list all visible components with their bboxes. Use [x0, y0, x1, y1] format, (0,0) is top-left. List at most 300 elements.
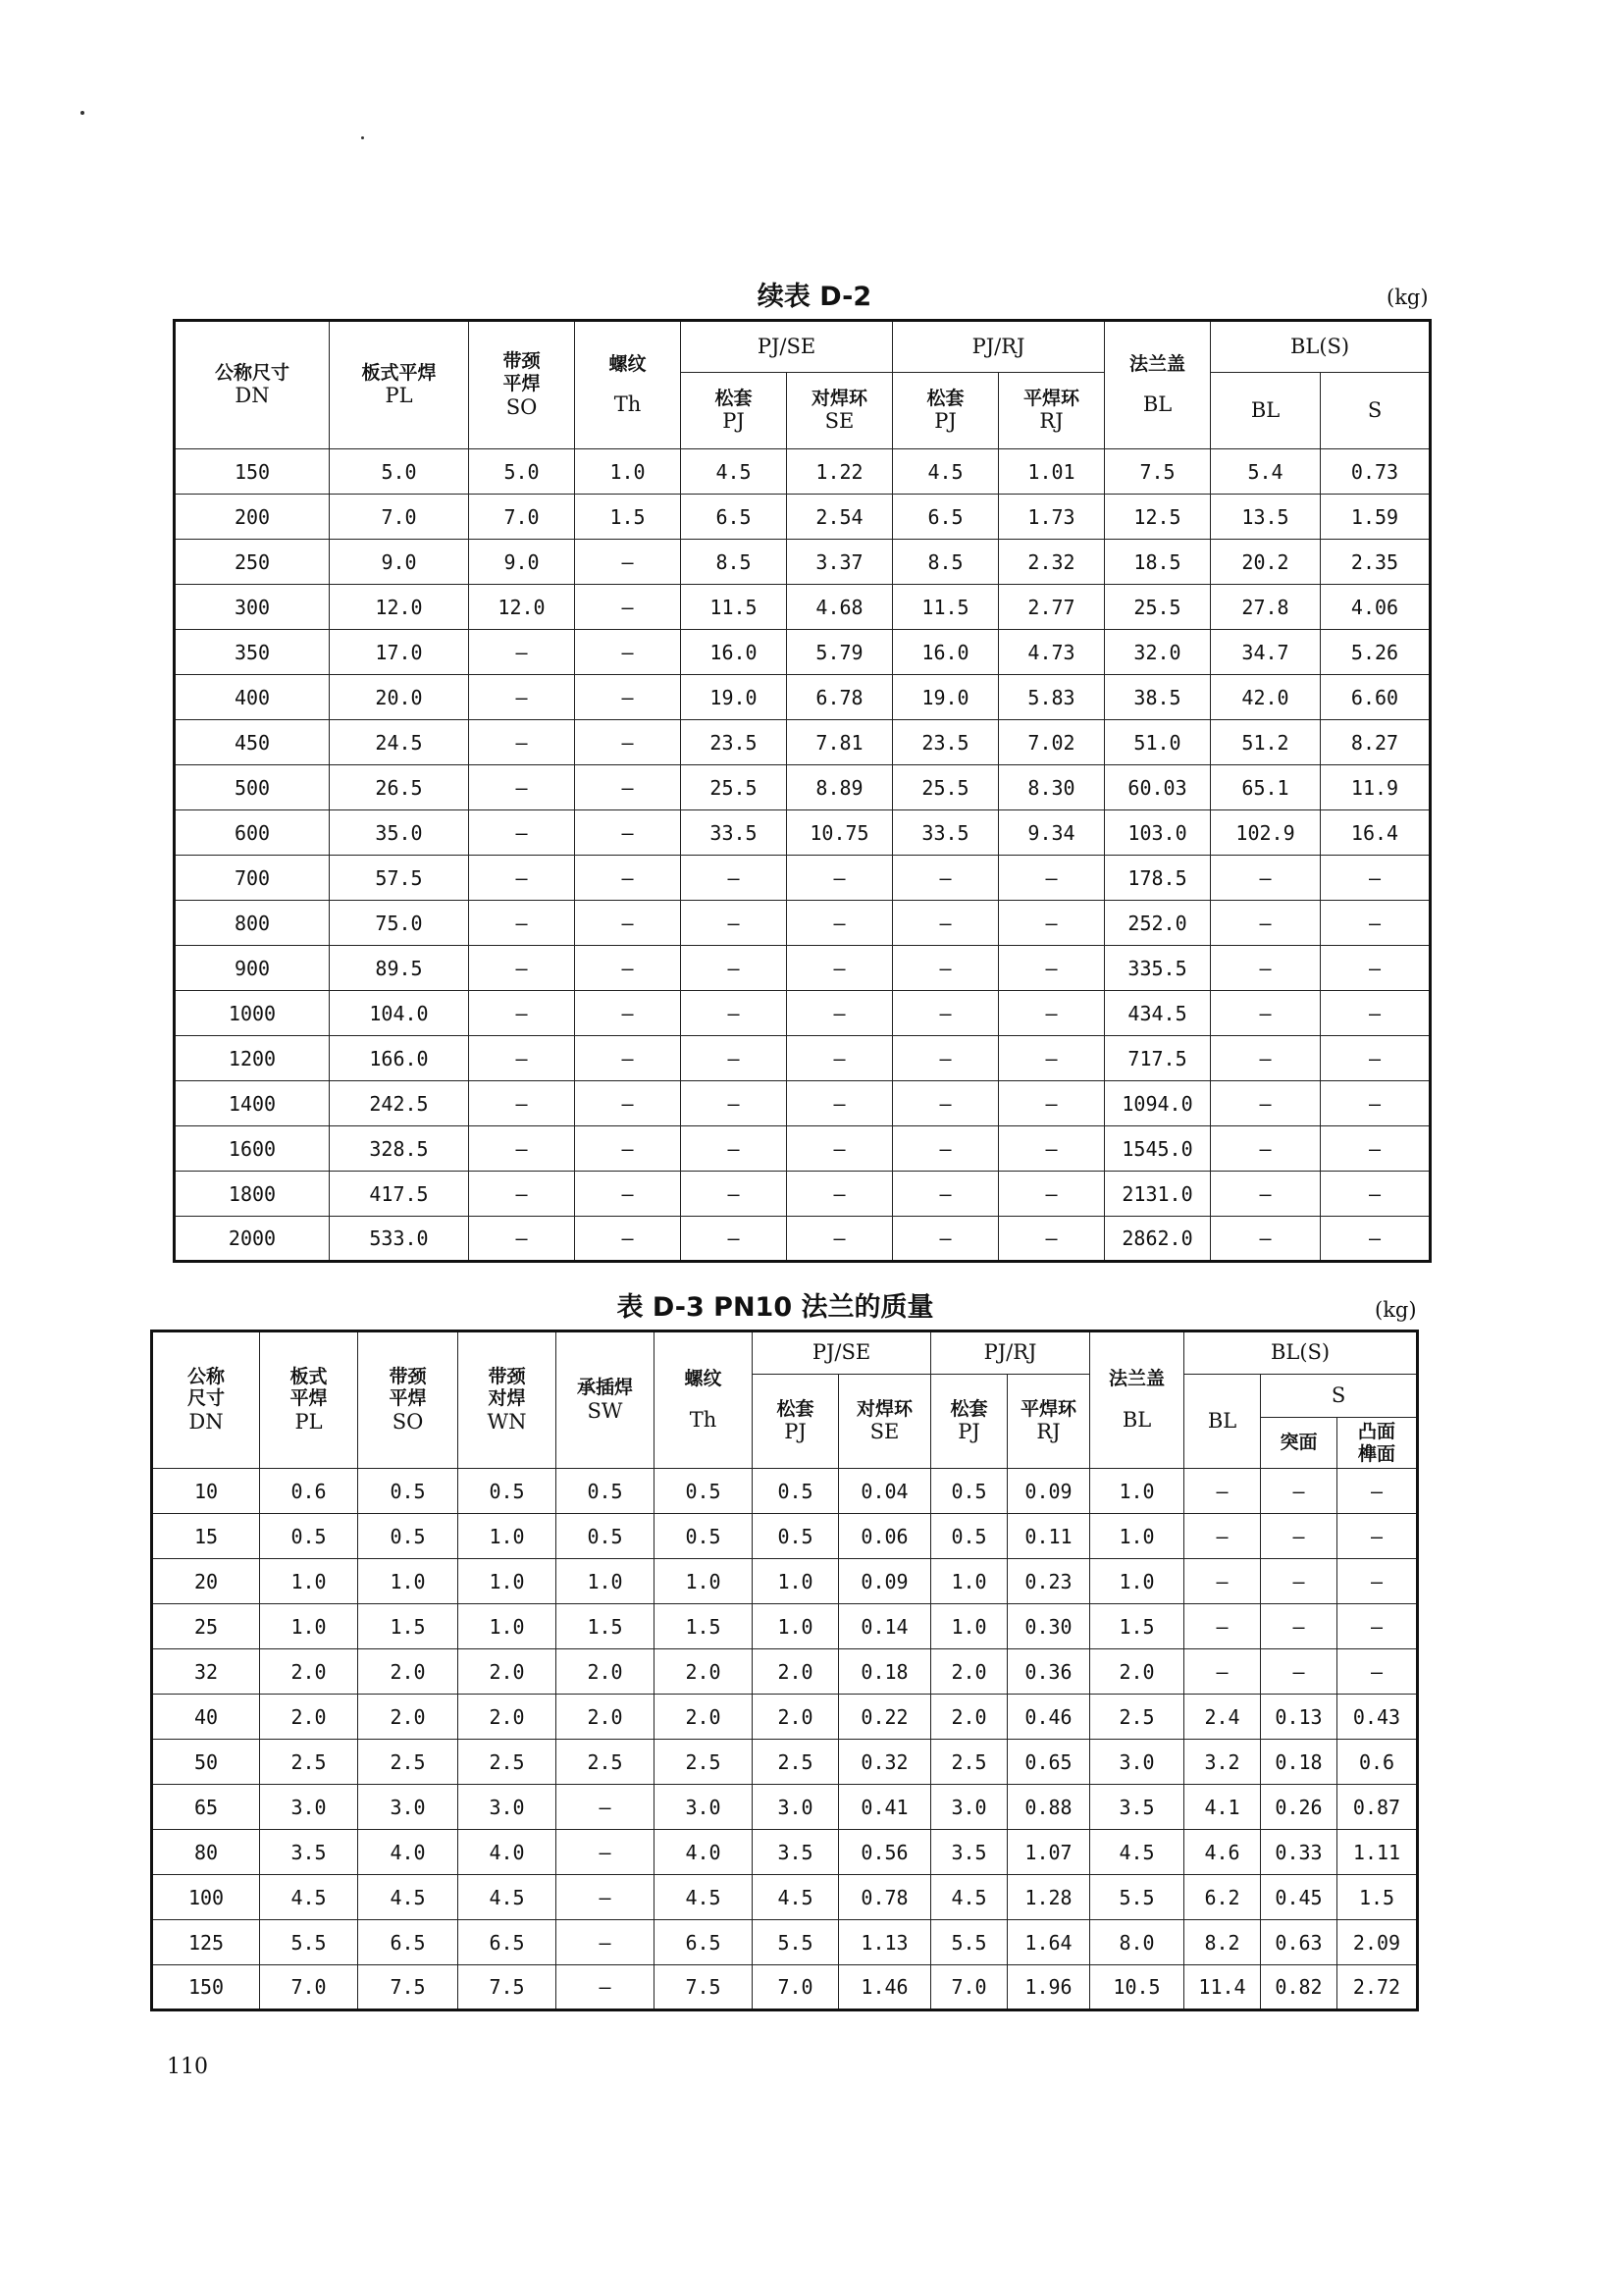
table-cell: 0.26 [1261, 1785, 1337, 1830]
table-cell: — [681, 1081, 787, 1126]
table-cell: 3.0 [931, 1785, 1008, 1830]
table-cell: 65 [152, 1785, 260, 1830]
table-cell: — [1184, 1604, 1261, 1649]
table-cell: — [1184, 1649, 1261, 1695]
table-cell: 2.4 [1184, 1695, 1261, 1740]
table-cell: 1094.0 [1105, 1081, 1211, 1126]
table-cell: 450 [175, 720, 330, 765]
table-cell: 1.0 [458, 1514, 556, 1559]
table-cell: 0.6 [1337, 1740, 1418, 1785]
table-cell: — [1337, 1649, 1418, 1695]
table-cell: — [787, 1126, 893, 1172]
table-cell: 5.5 [1090, 1875, 1184, 1920]
table-d3-unit: (kg) [1375, 1298, 1417, 1322]
table-cell: 2.0 [260, 1695, 358, 1740]
table-cell: — [469, 1217, 575, 1262]
table-cell: 4.1 [1184, 1785, 1261, 1830]
table-cell: — [999, 1126, 1105, 1172]
table-cell: 0.11 [1008, 1514, 1090, 1559]
header-pjrj: PJ/RJ [893, 321, 1105, 373]
table-row [152, 1785, 1418, 1830]
table-cell: 2.5 [458, 1740, 556, 1785]
table-cell: 1.0 [753, 1604, 839, 1649]
table-cell: 0.13 [1261, 1695, 1337, 1740]
table-cell: 60.03 [1105, 765, 1211, 810]
header-bl: BL [1211, 373, 1321, 449]
table-cell: 166.0 [330, 1036, 469, 1081]
table-cell: 717.5 [1105, 1036, 1211, 1081]
table-cell: 8.2 [1184, 1920, 1261, 1965]
table-cell: 1.5 [654, 1604, 753, 1649]
table-cell: 7.5 [1105, 449, 1211, 495]
table-cell: — [787, 856, 893, 901]
header-pjse: PJ/SE [681, 321, 893, 373]
table-d3-title: 表 D-3 PN10 法兰的质量 [616, 1292, 934, 1323]
table-cell: — [787, 1036, 893, 1081]
table-cell: 3.0 [753, 1785, 839, 1830]
table-cell: — [1211, 1217, 1321, 1262]
table-cell: 0.88 [1008, 1785, 1090, 1830]
table-cell: 4.0 [358, 1830, 458, 1875]
table-cell: — [575, 1081, 681, 1126]
table-cell: 3.5 [1090, 1785, 1184, 1830]
table-row [152, 1469, 1418, 1514]
table-cell: 1.0 [753, 1559, 839, 1604]
table-cell: 17.0 [330, 630, 469, 675]
table-cell: 2.5 [556, 1740, 654, 1785]
table-cell: 6.5 [358, 1920, 458, 1965]
table-row [175, 991, 1431, 1036]
table-cell: 6.5 [654, 1920, 753, 1965]
table-cell: 26.5 [330, 765, 469, 810]
table-cell: 7.0 [260, 1965, 358, 2010]
table-cell: 4.5 [753, 1875, 839, 1920]
table-cell: 2.5 [753, 1740, 839, 1785]
header-rj: 平焊环 RJ [1008, 1375, 1090, 1469]
table-cell: — [469, 946, 575, 991]
table-cell: 400 [175, 675, 330, 720]
table-cell: 4.68 [787, 585, 893, 630]
table-cell: 0.78 [839, 1875, 931, 1920]
table-cell: — [999, 1036, 1105, 1081]
table-cell: — [469, 810, 575, 856]
table-cell: 2.0 [654, 1649, 753, 1695]
header-rj: 平焊环 RJ [999, 373, 1105, 449]
table-cell: 5.79 [787, 630, 893, 675]
table-row [152, 1695, 1418, 1740]
table-cell: — [893, 1126, 999, 1172]
table-cell: 178.5 [1105, 856, 1211, 901]
header-so: 带颈 平焊 SO [358, 1331, 458, 1469]
header-sw: 承插焊 SW [556, 1331, 654, 1469]
table-cell: 2.72 [1337, 1965, 1418, 2010]
table-d2-unit: (kg) [1387, 286, 1429, 309]
header-bl-cover: 法兰盖 BL [1090, 1331, 1184, 1469]
header-pl: 板式 平焊 PL [260, 1331, 358, 1469]
table-cell: 2.0 [931, 1695, 1008, 1740]
table-cell: — [1211, 1126, 1321, 1172]
table-cell: 7.0 [753, 1965, 839, 2010]
header-s: S [1261, 1375, 1418, 1418]
table-cell: 1.11 [1337, 1830, 1418, 1875]
table-cell: 12.0 [469, 585, 575, 630]
table-cell: 1.0 [931, 1604, 1008, 1649]
table-d3-body [152, 1469, 1418, 2010]
table-cell: — [575, 901, 681, 946]
table-cell: 1.0 [458, 1559, 556, 1604]
table-cell: 252.0 [1105, 901, 1211, 946]
header-dn: 公称 尺寸 DN [152, 1331, 260, 1469]
table-cell: — [999, 1081, 1105, 1126]
table-cell: 24.5 [330, 720, 469, 765]
page-number: 110 [167, 2055, 208, 2079]
table-cell: 18.5 [1105, 540, 1211, 585]
table-cell: 100 [152, 1875, 260, 1920]
table-cell: 8.89 [787, 765, 893, 810]
table-cell: — [469, 1172, 575, 1217]
header-pjrj: PJ/RJ [931, 1331, 1090, 1375]
table-cell: — [999, 991, 1105, 1036]
table-row [175, 1036, 1431, 1081]
table-cell: 0.36 [1008, 1649, 1090, 1695]
table-cell: — [469, 675, 575, 720]
table-cell: 300 [175, 585, 330, 630]
table-cell: — [681, 1172, 787, 1217]
table-cell: 0.87 [1337, 1785, 1418, 1830]
table-cell: 1.5 [575, 495, 681, 540]
header-s-raised: 凸面 榫面 [1337, 1418, 1418, 1469]
table-cell: 2.0 [753, 1695, 839, 1740]
header-pj-loose-2: 松套 PJ [893, 373, 999, 449]
table-cell: 700 [175, 856, 330, 901]
table-cell: — [1261, 1559, 1337, 1604]
table-cell: 0.63 [1261, 1920, 1337, 1965]
table-cell: 250 [175, 540, 330, 585]
table-cell: 1.0 [1090, 1514, 1184, 1559]
table-cell: — [681, 946, 787, 991]
table-cell: 33.5 [893, 810, 999, 856]
table-row [152, 1965, 1418, 2010]
table-cell: — [1211, 1172, 1321, 1217]
table-cell: 11.5 [681, 585, 787, 630]
table-cell: 75.0 [330, 901, 469, 946]
table-cell: — [575, 991, 681, 1036]
table-cell: 417.5 [330, 1172, 469, 1217]
table-cell: 7.0 [469, 495, 575, 540]
table-cell: — [1321, 1126, 1431, 1172]
table-cell: 2.77 [999, 585, 1105, 630]
table-cell: 1200 [175, 1036, 330, 1081]
table-cell: 7.0 [330, 495, 469, 540]
table-cell: 0.04 [839, 1469, 931, 1514]
table-cell: — [1321, 1217, 1431, 1262]
header-s-flat: 突面 [1261, 1418, 1337, 1469]
table-cell: — [1321, 901, 1431, 946]
table-cell: — [469, 1081, 575, 1126]
table-cell: 19.0 [681, 675, 787, 720]
table-cell: 1000 [175, 991, 330, 1036]
scan-speck [361, 136, 364, 139]
table-cell: — [681, 1217, 787, 1262]
table-cell: 0.5 [753, 1514, 839, 1559]
table-cell: — [681, 1126, 787, 1172]
table-cell: 10.5 [1090, 1965, 1184, 2010]
table-cell: 1.0 [358, 1559, 458, 1604]
table-cell: 25.5 [893, 765, 999, 810]
table-cell: 533.0 [330, 1217, 469, 1262]
table-cell: 2.32 [999, 540, 1105, 585]
table-cell: 8.5 [681, 540, 787, 585]
table-cell: — [556, 1875, 654, 1920]
table-cell: 11.4 [1184, 1965, 1261, 2010]
table-cell: 42.0 [1211, 675, 1321, 720]
table-cell: 5.4 [1211, 449, 1321, 495]
table-cell: 1.73 [999, 495, 1105, 540]
table-cell: — [787, 1217, 893, 1262]
table-cell: 0.5 [358, 1469, 458, 1514]
table-cell: — [1321, 1036, 1431, 1081]
table-cell: 6.2 [1184, 1875, 1261, 1920]
table-row [175, 810, 1431, 856]
table-cell: 3.0 [358, 1785, 458, 1830]
table-cell: — [787, 991, 893, 1036]
table-cell: 0.33 [1261, 1830, 1337, 1875]
table-cell: 12.5 [1105, 495, 1211, 540]
table-d3 [150, 1330, 1419, 2011]
table-cell: 4.5 [358, 1875, 458, 1920]
table-cell: — [1321, 1172, 1431, 1217]
table-cell: 1545.0 [1105, 1126, 1211, 1172]
table-cell: — [1337, 1469, 1418, 1514]
table-cell: 13.5 [1211, 495, 1321, 540]
table-cell: 25.5 [681, 765, 787, 810]
table-cell: 0.5 [931, 1469, 1008, 1514]
table-cell: 0.14 [839, 1604, 931, 1649]
table-cell: — [1184, 1469, 1261, 1514]
table-cell: 0.5 [753, 1469, 839, 1514]
table-d2-body [175, 449, 1431, 1262]
table-cell: 5.5 [753, 1920, 839, 1965]
table-cell: 3.0 [458, 1785, 556, 1830]
scan-speck [80, 111, 84, 115]
table-cell: 3.5 [753, 1830, 839, 1875]
table-cell: 19.0 [893, 675, 999, 720]
table-cell: 6.60 [1321, 675, 1431, 720]
header-se: 对焊环 SE [787, 373, 893, 449]
header-th: 螺纹 Th [575, 321, 681, 449]
table-cell: 0.5 [556, 1469, 654, 1514]
table-cell: — [1337, 1604, 1418, 1649]
table-cell: 1.5 [1090, 1604, 1184, 1649]
table-cell: 10.75 [787, 810, 893, 856]
table-cell: 2.0 [654, 1695, 753, 1740]
table-cell: 6.5 [458, 1920, 556, 1965]
table-cell: 1.5 [358, 1604, 458, 1649]
table-cell: 0.43 [1337, 1695, 1418, 1740]
table-cell: 2.0 [753, 1649, 839, 1695]
table-cell: 51.0 [1105, 720, 1211, 765]
table-row [152, 1830, 1418, 1875]
table-cell: — [469, 630, 575, 675]
table-cell: 7.5 [654, 1965, 753, 2010]
table-row [175, 901, 1431, 946]
table-cell: 3.37 [787, 540, 893, 585]
table-cell: — [575, 765, 681, 810]
table-cell: 16.0 [893, 630, 999, 675]
table-cell: — [575, 1172, 681, 1217]
table-cell: 20.2 [1211, 540, 1321, 585]
table-row [175, 946, 1431, 991]
table-cell: 0.18 [839, 1649, 931, 1695]
table-cell: 5.83 [999, 675, 1105, 720]
table-cell: 328.5 [330, 1126, 469, 1172]
header-pj-loose: 松套 PJ [753, 1375, 839, 1469]
table-cell: 4.6 [1184, 1830, 1261, 1875]
table-row [152, 1649, 1418, 1695]
table-cell: — [999, 856, 1105, 901]
table-cell: 2.0 [458, 1649, 556, 1695]
table-cell: — [556, 1785, 654, 1830]
table-cell: 600 [175, 810, 330, 856]
table-cell: 1.0 [654, 1559, 753, 1604]
table-cell: 6.5 [681, 495, 787, 540]
table-cell: 8.27 [1321, 720, 1431, 765]
table-cell: — [1321, 856, 1431, 901]
table-cell: 2.5 [260, 1740, 358, 1785]
table-cell: — [575, 585, 681, 630]
table-cell: 5.0 [469, 449, 575, 495]
table-cell: — [1261, 1469, 1337, 1514]
header-pl: 板式平焊 PL [330, 321, 469, 449]
table-cell: — [1184, 1559, 1261, 1604]
table-cell: — [999, 946, 1105, 991]
table-cell: — [1184, 1514, 1261, 1559]
table-cell: 2.0 [260, 1649, 358, 1695]
table-cell: 1.5 [1337, 1875, 1418, 1920]
table-cell: — [999, 901, 1105, 946]
table-cell: 350 [175, 630, 330, 675]
table-cell: 80 [152, 1830, 260, 1875]
table-cell: 1.5 [556, 1604, 654, 1649]
table-cell: — [681, 1036, 787, 1081]
table-cell: 25 [152, 1604, 260, 1649]
table-cell: 104.0 [330, 991, 469, 1036]
table-cell: — [1261, 1604, 1337, 1649]
table-cell: — [556, 1920, 654, 1965]
table-row [175, 585, 1431, 630]
table-cell: — [1261, 1649, 1337, 1695]
table-cell: 65.1 [1211, 765, 1321, 810]
table-cell: 1.0 [458, 1604, 556, 1649]
table-cell: 1.28 [1008, 1875, 1090, 1920]
header-s: S [1321, 373, 1431, 449]
table-cell: 1.0 [931, 1559, 1008, 1604]
table-cell: 200 [175, 495, 330, 540]
header-pj-loose: 松套 PJ [681, 373, 787, 449]
table-cell: 1.01 [999, 449, 1105, 495]
table-cell: — [575, 540, 681, 585]
table-cell: — [787, 946, 893, 991]
header-th: 螺纹 Th [654, 1331, 753, 1469]
table-cell: 0.56 [839, 1830, 931, 1875]
table-cell: — [893, 1172, 999, 1217]
table-cell: 0.23 [1008, 1559, 1090, 1604]
table-cell: 20.0 [330, 675, 469, 720]
table-cell: — [469, 901, 575, 946]
table-cell: 16.0 [681, 630, 787, 675]
table-cell: 15 [152, 1514, 260, 1559]
table-cell: 32.0 [1105, 630, 1211, 675]
table-cell: 1.0 [1090, 1469, 1184, 1514]
table-cell: — [893, 1081, 999, 1126]
header-dn: 公称尺寸 DN [175, 321, 330, 449]
table-cell: 0.5 [260, 1514, 358, 1559]
table-cell: 3.0 [1090, 1740, 1184, 1785]
table-cell: — [893, 901, 999, 946]
table-row [175, 630, 1431, 675]
table-cell: 7.5 [458, 1965, 556, 2010]
table-row [175, 495, 1431, 540]
table-cell: 1.07 [1008, 1830, 1090, 1875]
table-cell: 1.64 [1008, 1920, 1090, 1965]
table-cell: — [681, 991, 787, 1036]
table-cell: 4.0 [654, 1830, 753, 1875]
header-bls: BL(S) [1211, 321, 1431, 373]
table-cell: 5.5 [931, 1920, 1008, 1965]
table-cell: 335.5 [1105, 946, 1211, 991]
table-cell: — [575, 1217, 681, 1262]
table-row [152, 1559, 1418, 1604]
table-cell: 0.5 [458, 1469, 556, 1514]
table-cell: 2.54 [787, 495, 893, 540]
table-cell: — [1337, 1514, 1418, 1559]
table-cell: 23.5 [681, 720, 787, 765]
table-cell: 1600 [175, 1126, 330, 1172]
table-cell: 34.7 [1211, 630, 1321, 675]
table-cell: 5.5 [260, 1920, 358, 1965]
table-cell: 7.5 [358, 1965, 458, 2010]
table-cell: 3.2 [1184, 1740, 1261, 1785]
table-cell: — [893, 1217, 999, 1262]
table-cell: 900 [175, 946, 330, 991]
table-cell: — [787, 901, 893, 946]
table-cell: — [469, 1126, 575, 1172]
table-cell: — [999, 1172, 1105, 1217]
table-cell: 8.30 [999, 765, 1105, 810]
table-cell: 1.22 [787, 449, 893, 495]
table-cell: — [1321, 991, 1431, 1036]
table-cell: 89.5 [330, 946, 469, 991]
table-cell: 1.59 [1321, 495, 1431, 540]
table-cell: 500 [175, 765, 330, 810]
table-cell: 2.0 [458, 1695, 556, 1740]
table-cell: — [469, 856, 575, 901]
table-row [175, 540, 1431, 585]
table-cell: 10 [152, 1469, 260, 1514]
table-cell: 0.5 [654, 1469, 753, 1514]
header-pj-loose-2: 松套 PJ [931, 1375, 1008, 1469]
table-cell: — [893, 856, 999, 901]
table-cell: — [469, 720, 575, 765]
table-cell: 0.5 [358, 1514, 458, 1559]
table-cell: 1800 [175, 1172, 330, 1217]
table-cell: 0.46 [1008, 1695, 1090, 1740]
table-cell: 150 [152, 1965, 260, 2010]
table-cell: 32 [152, 1649, 260, 1695]
table-cell: 38.5 [1105, 675, 1211, 720]
table-cell: — [469, 991, 575, 1036]
table-cell: 0.5 [654, 1514, 753, 1559]
